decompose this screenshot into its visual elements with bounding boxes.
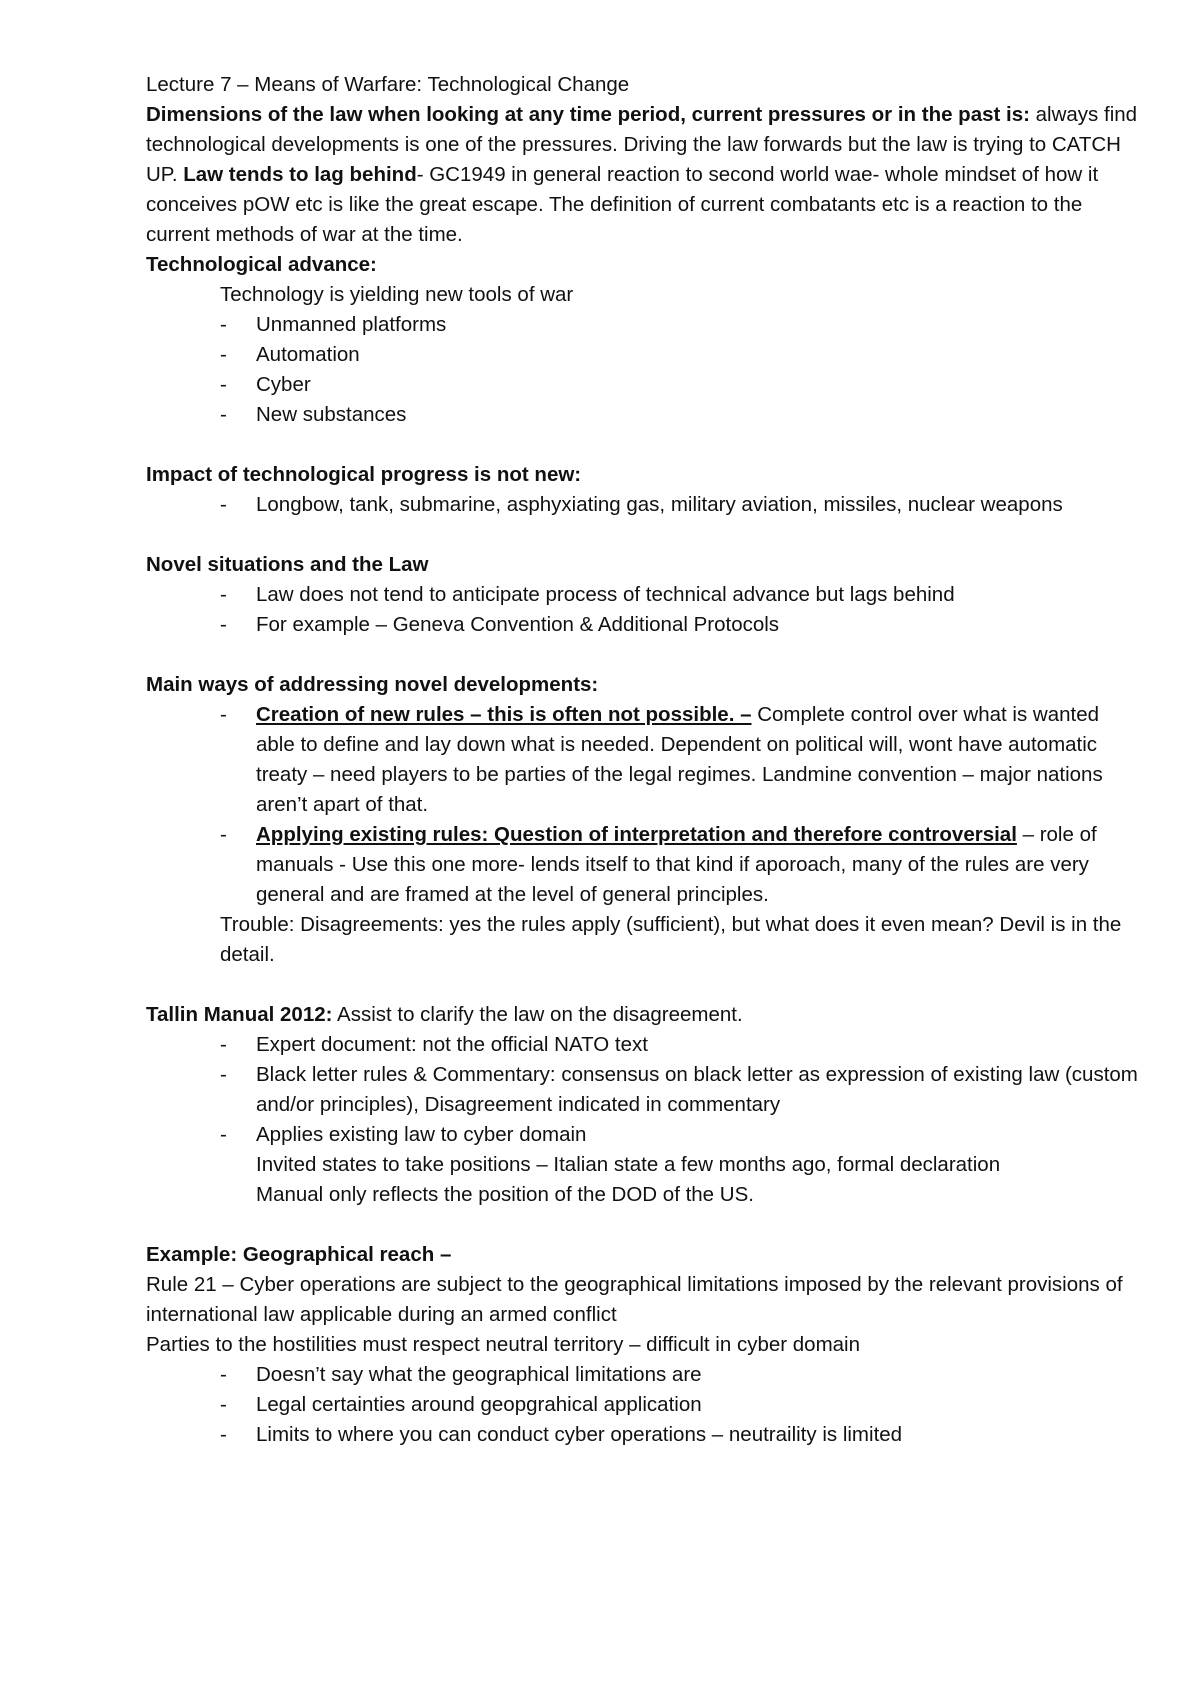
tallin-heading: Tallin Manual 2012: xyxy=(146,1003,333,1026)
dimensions-bold: Law tends to lag behind xyxy=(183,163,417,186)
impact-heading: Impact of technological progress is not new: xyxy=(146,463,582,486)
list-item: - New substances xyxy=(220,400,1140,430)
tallin-sub-2: Manual only reflects the position of the DOD of the US. xyxy=(256,1183,754,1206)
ways-item1-text: Complete control over what is wanted able to define and lay down what is needed. Dependent on political will, wont have automatic treaty – need players to be parties of the legal regimes. Landmine convention – major nations aren’t apart of that. xyxy=(256,703,1103,816)
dimensions-paragraph xyxy=(146,100,1140,250)
example-list xyxy=(146,1360,1140,1450)
novel-heading: Novel situations and the Law xyxy=(146,553,429,576)
ways-item2-text: – role of manuals - Use this one more- lends itself to that kind if aporoach, many of the rules are very general and are framed at the level of general principles. xyxy=(256,823,1097,906)
ways-list xyxy=(146,700,1140,910)
dimensions-text-1: always find technological developments is one of the pressures. Driving the law forwards but the law is trying to CATCH UP. xyxy=(146,103,1138,186)
list-item xyxy=(220,700,1140,820)
tallin-list xyxy=(146,1030,1140,1150)
ways-item2-head: Applying existing rules: Question of interpretation and therefore controversial xyxy=(256,823,1017,846)
tallin-paragraph xyxy=(146,1000,1140,1030)
list-item: - Unmanned platforms xyxy=(220,310,1140,340)
list-item: - Longbow, tank, submarine, asphyxiating gas, military aviation, missiles, nuclear weapons xyxy=(220,490,1140,520)
ways-heading: Main ways of addressing novel developments: xyxy=(146,673,599,696)
list-item: - Doesn’t say what the geographical limitations are xyxy=(220,1360,1140,1390)
list-item: - Black letter rules & Commentary: consensus on black letter as expression of existing law (custom and/or principles), Disagreement indicated in commentary xyxy=(220,1060,1140,1120)
list-item: - Limits to where you can conduct cyber operations – neutraility is limited xyxy=(220,1420,1140,1450)
dimensions-heading: Dimensions of the law when looking at any time period, current pressures or in the past is: xyxy=(146,103,1030,126)
list-item: - Law does not tend to anticipate process of technical advance but lags behind xyxy=(220,580,1140,610)
tallin-sub-1: Invited states to take positions – Italian state a few months ago, formal declaration xyxy=(256,1153,1001,1176)
tech-list xyxy=(146,310,1140,430)
tech-heading: Technological advance: xyxy=(146,253,377,276)
ways-trouble: Trouble: Disagreements: yes the rules apply (sufficient), but what does it even mean? Devil is in the detail. xyxy=(220,913,1122,966)
tech-intro: Technology is yielding new tools of war xyxy=(220,283,574,306)
list-item: - For example – Geneva Convention & Additional Protocols xyxy=(220,610,1140,640)
page-title: Lecture 7 – Means of Warfare: Technological Change xyxy=(146,73,630,96)
list-item: - Automation xyxy=(220,340,1140,370)
list-item: - Applies existing law to cyber domain xyxy=(220,1120,1140,1150)
list-item: - Legal certainties around geopgrahical application xyxy=(220,1390,1140,1420)
example-parties: Parties to the hostilities must respect neutral territory – difficult in cyber domain xyxy=(146,1333,861,1356)
list-item: - Cyber xyxy=(220,370,1140,400)
example-heading: Example: Geographical reach – xyxy=(146,1243,452,1266)
ways-item1-head: Creation of new rules – this is often not possible. – xyxy=(256,703,752,726)
impact-list xyxy=(146,490,1140,520)
novel-list xyxy=(146,580,1140,640)
tallin-text: Assist to clarify the law on the disagreement. xyxy=(332,1003,743,1026)
list-item xyxy=(220,820,1140,910)
example-rule: Rule 21 – Cyber operations are subject to the geographical limitations imposed by the relevant provisions of international law applicable during an armed conflict xyxy=(146,1273,1123,1326)
dimensions-text-2: - GC1949 in general reaction to second world wae- whole mindset of how it conceives pOW etc is like the great escape. The definition of current combatants etc is a reaction to the current methods of war at the time. xyxy=(146,163,1099,246)
list-item: - Expert document: not the official NATO text xyxy=(220,1030,1140,1060)
